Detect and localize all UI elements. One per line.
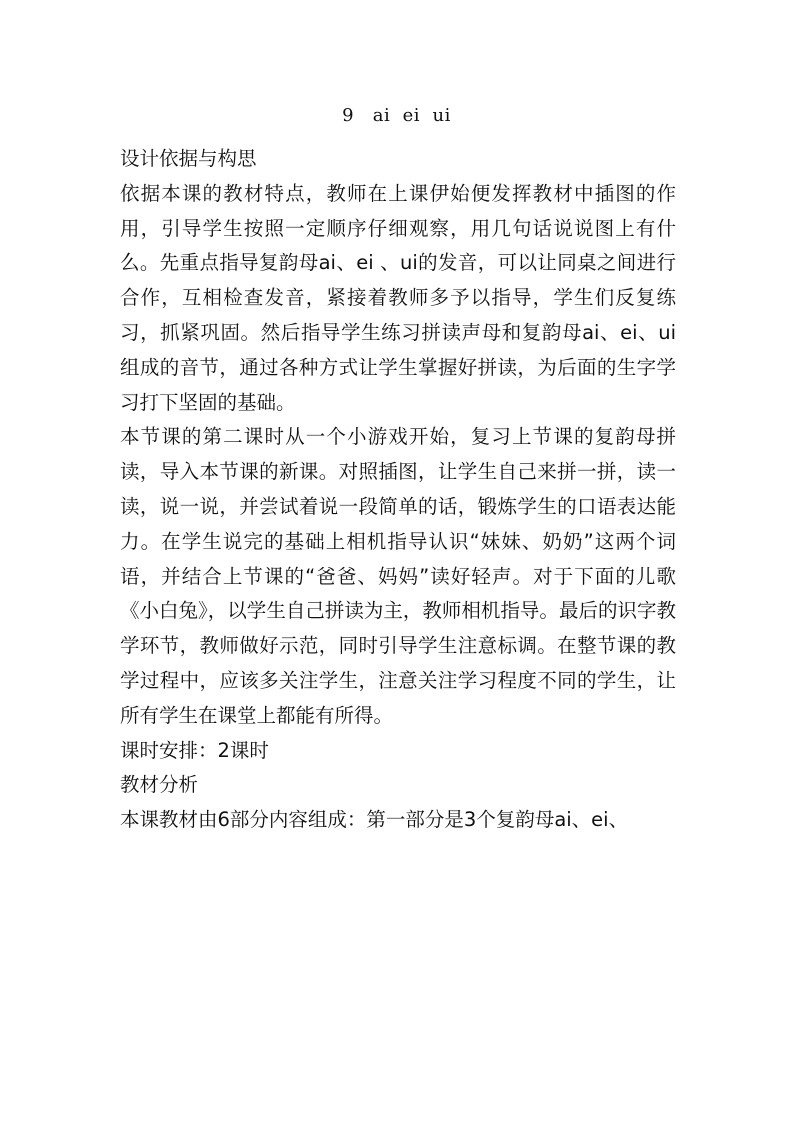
paragraph-second-lesson: 本节课的第二课时从一个小游戏开始，复习上节课的复韵母拼读，导入本节课的新课。对照插图，让学生自己来拼一拼，读一读，说一说，并尝试着说一段简单的话，锻炼学生的口语表达能力。在学生说完的基础上相机指导认识“妹妹、奶奶”这两个词语，并结合上节课的“爸爸、妈妈”读好轻声。对于下面的儿歌《小白兔》，以学生自己拼读为主，教师相机指导。最后的识字教学环节，教师做好示范，同时引导学生注意标调。在整节课的教学过程中，应该多关注学生，注意关注学习程度不同的学生，让所有学生在课堂上都能有所得。 xyxy=(120,425,676,727)
paragraph-design-basis: 依据本课的教材特点，教师在上课伊始便发挥教材中插图的作用，引导学生按照一定顺序仔细观察，用几句话说说图上有什么。先重点指导复韵母ai、ei 、ui的发音，可以让同桌之间进行合作，互相检查发音，紧接着教师多予以指导，学生们反复练习，抓紧巩固。然后指导学生练习拼读声母和复韵母ai、ei、ui组成的音节，通过各种方式让学生掌握好拼读，为后面的生字学习打下坚固的基础。 xyxy=(120,181,676,414)
section-heading-material-analysis: 教材分析 xyxy=(120,773,199,797)
lesson-schedule: 课时安排：2课时 xyxy=(120,738,269,762)
paragraph-material-analysis: 本课教材由6部分内容组成：第一部分是3个复韵母ai、ei、 xyxy=(120,808,629,832)
section-heading-design-basis: 设计依据与构思 xyxy=(120,147,257,170)
lesson-title: 9 ai ei ui xyxy=(342,105,451,126)
document-body xyxy=(120,142,676,838)
